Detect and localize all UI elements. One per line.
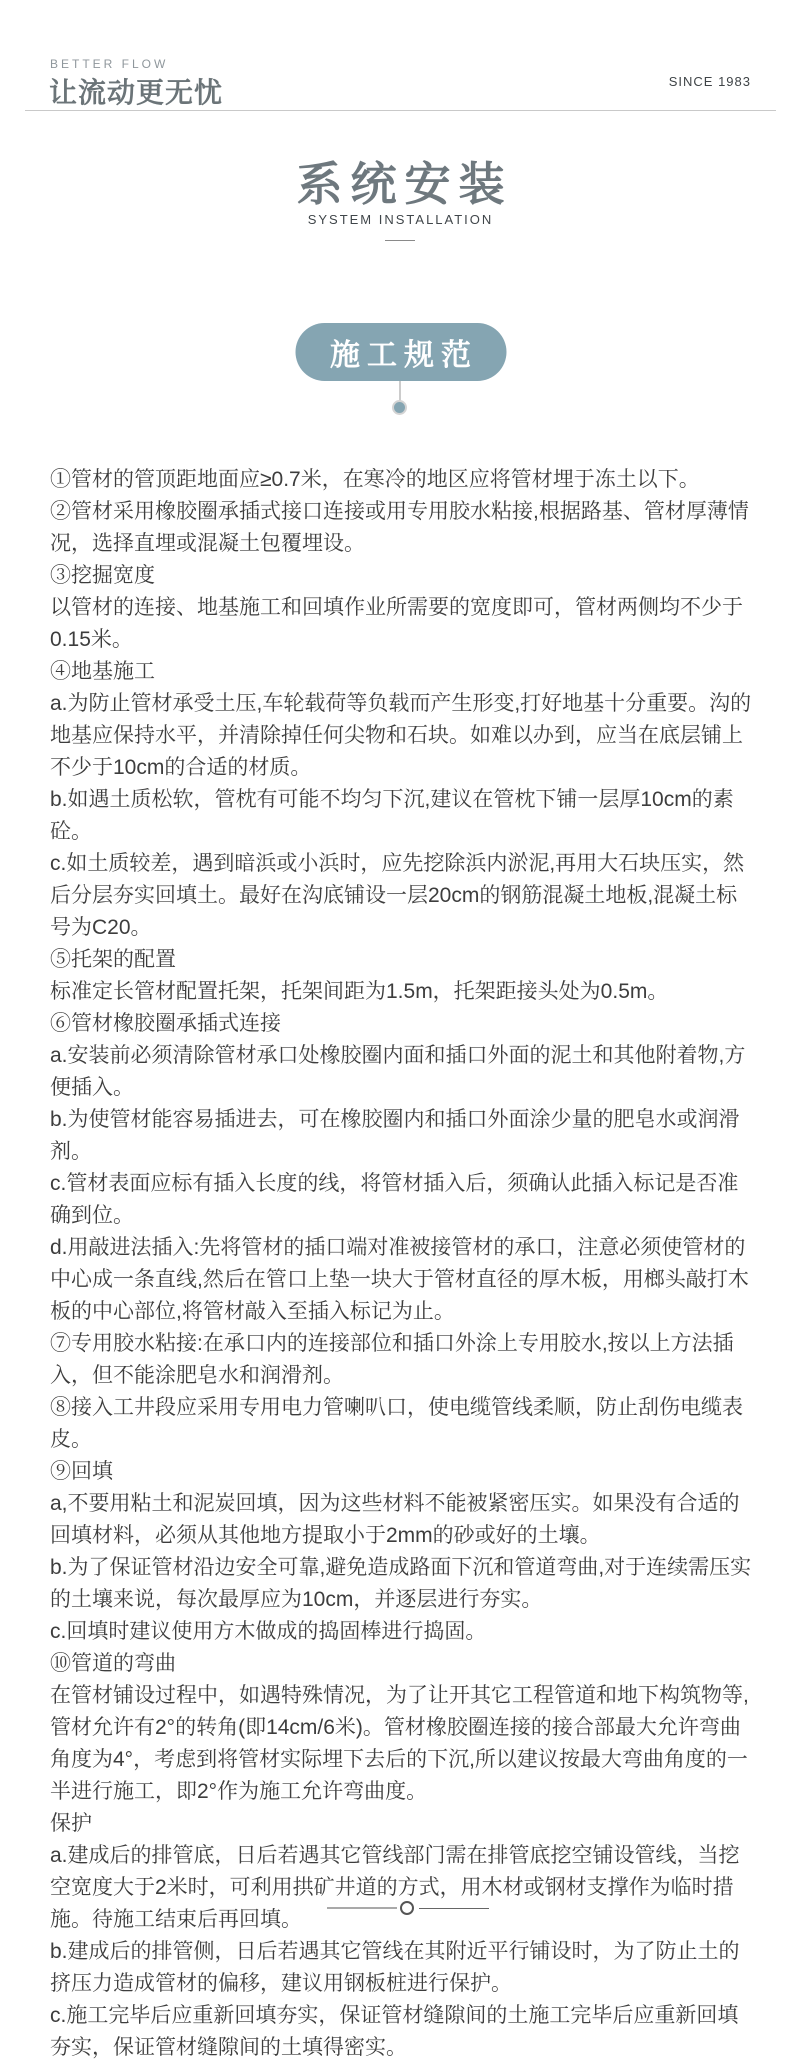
page-subtitle: SYSTEM INSTALLATION [307, 212, 494, 227]
spec-paragraph: a.安装前必须清除管材承口处橡胶圈内面和插口外面的泥土和其他附着物,方便插入。 [50, 1044, 746, 1099]
spec-paragraph: 在管材铺设过程中，如遇特殊情况，为了让开其它工程管道和地下构筑物等,管材允许有2°的转角(即14cm/6米)。管材橡胶圈连接的接合部最大允许弯曲角度为4°，考虑到将管材实际埋下去后的下沉,所以建议按最大弯曲角度的一半进行施工，即2°作为施工允许弯曲度。 [50, 1684, 749, 1803]
spec-paragraph: ⑥管材橡胶圈承插式连接 [50, 1012, 281, 1035]
brand-since-label: SINCE 1983 [668, 74, 751, 89]
spec-paragraph: ②管材采用橡胶圈承插式接口连接或用专用胶水粘接,根据路基、管材厚薄情况，选择直埋或混凝土包覆埋设。 [50, 500, 749, 555]
brand-logo: 让流动更无忧 [49, 77, 224, 108]
spec-paragraph: ⑦专用胶水粘接:在承口内的连接部位和插口外涂上专用胶水,按以上方法插入，但不能涂肥皂水和润滑剂。 [50, 1332, 734, 1387]
badge-connector-line [399, 381, 401, 402]
spec-paragraph: d.用敲进法插入:先将管材的插口端对准被接管材的承口，注意必须使管材的中心成一条直线,然后在管口上垫一块大于管材直径的厚木板，用榔头敲打木板的中心部位,将管材敲入至插入标记为止。 [50, 1236, 749, 1323]
spec-paragraph: 标准定长管材配置托架，托架间距为1.5m，托架距接头处为0.5m。 [50, 980, 669, 1003]
spec-paragraph: ①管材的管顶距地面应≥0.7米，在寒冷的地区应将管材埋于冻土以下。 [50, 468, 700, 491]
footer-divider-right [419, 1908, 489, 1909]
section-badge: 施工规范 [295, 323, 506, 381]
spec-paragraph: b.如遇土质松软，管枕有可能不均匀下沉,建议在管枕下铺一层厚10cm的素砼。 [50, 788, 734, 843]
spec-paragraph: c.施工完毕后应重新回填夯实，保证管材缝隙间的土施工完毕后应重新回填夯实，保证管材缝隙间的土填得密实。 [50, 2004, 739, 2059]
badge-connector-dot [392, 400, 407, 415]
spec-paragraph: b.为使管材能容易插进去，可在橡胶圈内和插口外面涂少量的肥皂水或润滑剂。 [50, 1108, 740, 1163]
spec-paragraph: a.建成后的排管底，日后若遇其它管线部门需在排管底挖空铺设管线，当挖空宽度大于2米时，可利用拱矿井道的方式，用木材或钢材支撑作为临时措施。待施工结束后再回填。 [50, 1844, 740, 1931]
subtitle-dash [385, 240, 415, 241]
spec-paragraph: b.为了保证管材沿边安全可靠,避免造成路面下沉和管道弯曲,对于连续需压实的土壤来说，每次最厚应为10cm，并逐层进行夯实。 [50, 1556, 752, 1611]
spec-paragraph: ⑩管道的弯曲 [50, 1652, 176, 1675]
header-divider [25, 110, 776, 111]
spec-paragraph: ⑤托架的配置 [50, 948, 176, 971]
page-title: 系统安装 [296, 158, 513, 210]
spec-paragraph: c.回填时建议使用方木做成的捣固棒进行捣固。 [50, 1620, 487, 1643]
footer-circle-icon [400, 1901, 414, 1915]
spec-paragraph: 以管材的连接、地基施工和回填作业所需要的宽度即可，管材两侧均不少于0.15米。 [50, 596, 743, 651]
spec-paragraph: b.建成后的排管侧，日后若遇其它管线在其附近平行铺设时，为了防止土的挤压力造成管材的偏移，建议用钢板桩进行保护。 [50, 1940, 740, 1995]
brand-tagline: BETTER FLOW [50, 57, 169, 71]
spec-text-block [50, 464, 757, 2064]
footer-divider-left [327, 1907, 397, 1909]
spec-paragraph: a,不要用粘土和泥炭回填，因为这些材料不能被紧密压实。如果没有合适的回填材料，必须从其他地方提取小于2mm的砂或好的土壤。 [50, 1492, 740, 1547]
spec-paragraph: ③挖掘宽度 [50, 564, 155, 587]
spec-paragraph: c.管材表面应标有插入长度的线，将管材插入后，须确认此插入标记是否准确到位。 [50, 1172, 739, 1227]
spec-paragraph: ⑨回填 [50, 1460, 113, 1483]
spec-paragraph: 保护 [50, 1812, 92, 1835]
spec-paragraph: c.如土质较差，遇到暗浜或小浜时，应先挖除浜内淤泥,再用大石块压实，然后分层夯实回填土。最好在沟底铺设一层20cm的钢筋混凝土地板,混凝土标号为C20。 [50, 852, 745, 939]
spec-paragraph: ④地基施工 [50, 660, 155, 683]
spec-paragraph: a.为防止管材承受土压,车轮载荷等负载而产生形变,打好地基十分重要。沟的地基应保持水平，并清除掉任何尖物和石块。如难以办到，应当在底层铺上不少于10cm的合适的材质。 [50, 692, 752, 779]
spec-paragraph: ⑧接入工井段应采用专用电力管喇叭口，使电缆管线柔顺，防止刮伤电缆表皮。 [50, 1396, 743, 1451]
